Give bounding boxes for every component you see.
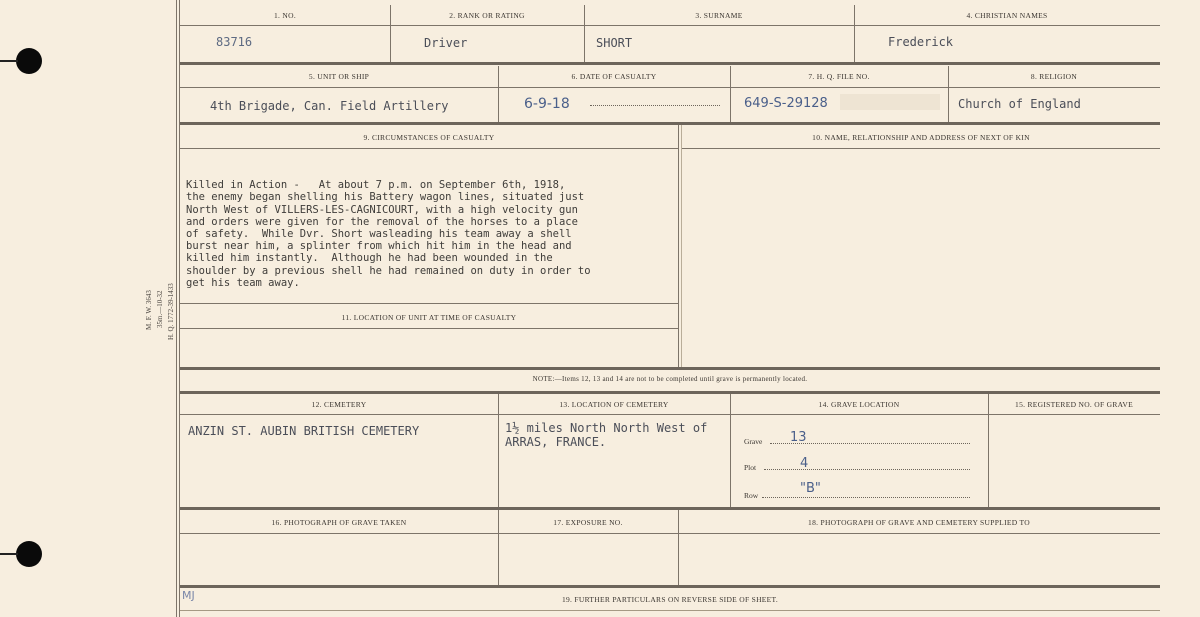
row4-divider-1: [498, 394, 499, 508]
row4-divider-2: [730, 394, 731, 508]
header-photo-supplied: 18. PHOTOGRAPH OF GRAVE AND CEMETERY SUPPLIED TO: [808, 518, 1030, 527]
header-christian-names: 4. CHRISTIAN NAMES: [966, 11, 1048, 20]
row2-divider-3: [948, 66, 949, 123]
grave-value: 13: [790, 430, 807, 445]
value-religion: Church of England: [958, 97, 1081, 111]
circumstances-line-2: the enemy began shelling his Battery wagon lines, situated just: [186, 191, 585, 204]
circumstances-line-3: North West of VILLERS-LES-CAGNICOURT, with a high velocity gun: [186, 203, 578, 216]
punch-hole-bottom: [16, 541, 42, 567]
row4-divider-3: [988, 394, 989, 508]
punch-hole-top: [16, 48, 42, 74]
row2-divider-2: [730, 66, 731, 123]
circumstances-line-9: get his team away.: [186, 276, 300, 289]
note-bottom-rule: [180, 391, 1160, 394]
punch-hole-bottom-tail: [0, 553, 18, 555]
form-code-line2: 35m.—10-32: [156, 290, 164, 328]
header-rank: 2. RANK OR RATING: [449, 11, 525, 20]
header-further: 19. FURTHER PARTICULARS ON REVERSE SIDE OF SHEET.: [561, 595, 779, 604]
row1-divider-2: [584, 5, 585, 63]
row4-bottom-rule: [180, 507, 1160, 510]
row-dotted-line: [762, 497, 970, 498]
value-date: 6-9-18: [524, 96, 570, 112]
row5-divider-1: [498, 510, 499, 586]
clerk-initials: MJ: [182, 589, 195, 602]
location-unit-rule: [180, 328, 678, 329]
circumstances-line-5: of safety. While Dvr. Short wasleading his team away a shell: [186, 228, 572, 241]
value-no: 83716: [216, 35, 253, 49]
header-registered-no: 15. REGISTERED NO. OF GRAVE: [1015, 400, 1133, 409]
row2-header-rule: [180, 87, 1160, 88]
hq-file-smudge: [840, 94, 940, 110]
value-unit: 4th Brigade, Can. Field Artillery: [210, 99, 449, 113]
value-location-cemetery-2: ARRAS, FRANCE.: [505, 435, 607, 449]
value-rank: Driver: [424, 36, 468, 50]
header-cemetery: 12. CEMETERY: [311, 400, 367, 409]
form-code-line1: M. F. W. 3643: [145, 290, 153, 330]
circumstances-line-8: shoulder by a previous shell he had remained on duty in order to: [186, 264, 591, 277]
row-value: "B": [800, 481, 821, 496]
row1-divider-1: [390, 5, 391, 63]
date-dotted-line: [590, 105, 720, 106]
value-location-cemetery-1: 1½ miles North North West of: [505, 421, 708, 435]
header-next-of-kin: 10. NAME, RELATIONSHIP AND ADDRESS OF NEXT OF KIN: [812, 133, 1030, 142]
header-hq-file: 7. H. Q. FILE NO.: [808, 72, 870, 81]
row3-header-rule-right: [682, 148, 1160, 149]
header-location-cemetery: 13. LOCATION OF CEMETERY: [559, 400, 669, 409]
header-date: 6. DATE OF CASUALTY: [571, 72, 657, 81]
note-text: NOTE:—Items 12, 13 and 14 are not to be completed until grave is permanently located.: [532, 375, 808, 383]
circumstances-line-1: Killed in Action - At about 7 p.m. on September 6th, 1918,: [186, 179, 566, 192]
row3-divider-light: [681, 125, 682, 368]
header-photo-grave: 16. PHOTOGRAPH OF GRAVE TAKEN: [271, 518, 407, 527]
header-circumstances: 9. CIRCUMSTANCES OF CASUALTY: [363, 133, 495, 142]
row3-header-rule-left: [180, 148, 678, 149]
plot-dotted-line: [764, 469, 970, 470]
row5-divider-2: [678, 510, 679, 586]
plot-value: 4: [800, 456, 809, 471]
row3-divider: [678, 125, 679, 368]
row4-header-rule: [180, 414, 1160, 415]
value-surname: SHORT: [596, 36, 633, 50]
left-border: [176, 0, 177, 617]
punch-hole-top-tail: [0, 60, 18, 62]
row1-bottom-rule: [180, 62, 1160, 65]
header-unit: 5. UNIT OR SHIP: [308, 72, 370, 81]
value-hq-file: 649-S-29128: [744, 96, 828, 111]
value-cemetery: ANZIN ST. AUBIN BRITISH CEMETERY: [188, 424, 420, 438]
header-exposure: 17. EXPOSURE NO.: [553, 518, 623, 527]
row2-bottom-rule: [180, 122, 1160, 125]
circumstances-bottom-rule: [180, 303, 678, 304]
header-grave-location: 14. GRAVE LOCATION: [818, 400, 900, 409]
header-location-unit: 11. LOCATION OF UNIT AT TIME OF CASUALTY: [341, 313, 517, 322]
row1-header-rule: [180, 25, 1160, 26]
row1-divider-3: [854, 5, 855, 63]
circumstances-line-6: burst near him, a splinter from which hit him in the head and: [186, 240, 572, 253]
circumstances-line-4: and orders were given for the removal of the horses to a place: [186, 215, 578, 228]
form-code-line3: H. Q. 1772-39-1433: [167, 283, 175, 340]
circumstances-line-7: killed him instantly. Although he had been wounded in the: [186, 252, 553, 265]
header-religion: 8. RELIGION: [1030, 72, 1078, 81]
header-no: 1. NO.: [273, 11, 296, 20]
row5-header-rule: [180, 533, 1160, 534]
row3-bottom-rule: [180, 367, 1160, 370]
row5-bottom-rule: [180, 585, 1160, 588]
bottom-rule: [180, 610, 1160, 611]
circumstances-text: [186, 167, 591, 289]
grave-label: Grave: [744, 437, 763, 446]
header-surname: 3. SURNAME: [695, 11, 743, 20]
row2-divider-1: [498, 66, 499, 123]
row-label: Row: [744, 491, 759, 500]
plot-label: Plot: [744, 463, 757, 472]
value-christian-names: Frederick: [888, 35, 954, 49]
